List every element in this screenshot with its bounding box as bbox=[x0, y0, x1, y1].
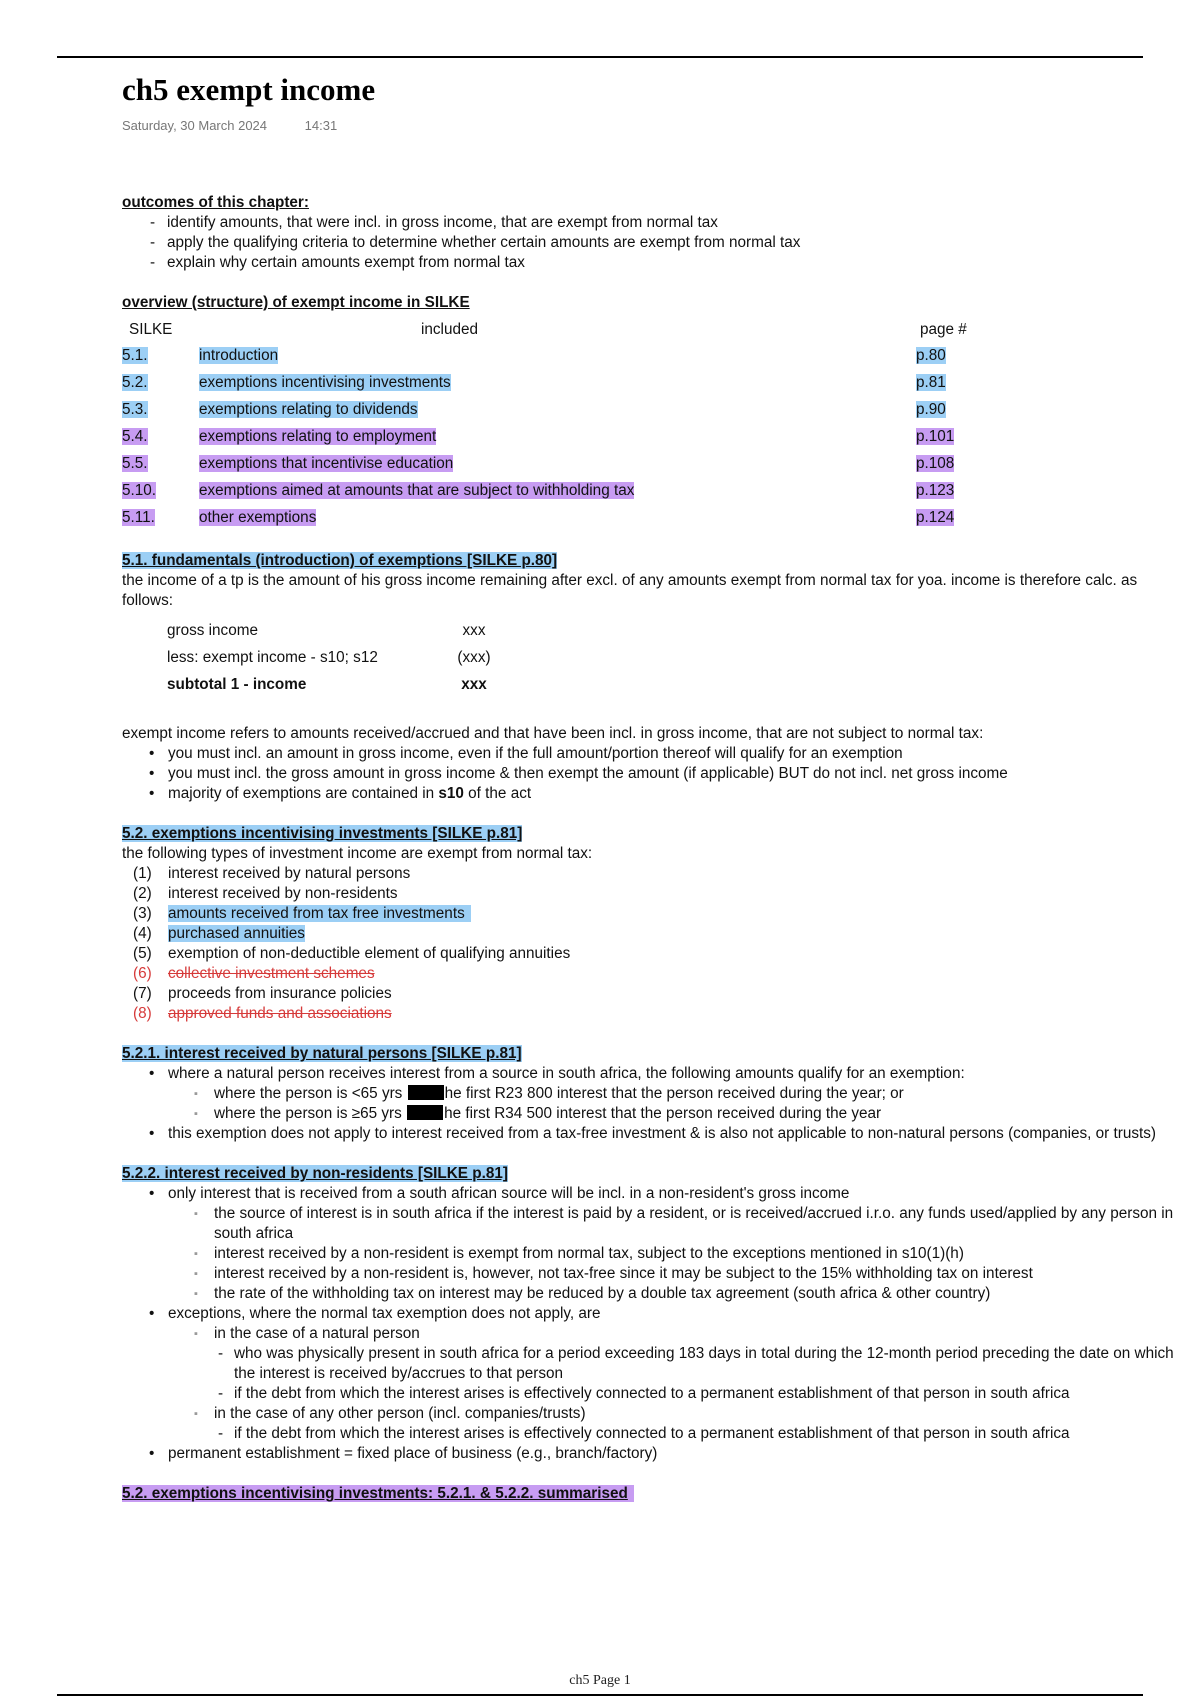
item-number: (3) bbox=[133, 905, 152, 922]
date-text: Saturday, 30 March 2024 bbox=[122, 118, 268, 133]
list-item bbox=[122, 984, 1192, 1004]
list-item bbox=[168, 1084, 1192, 1104]
overview-heading: overview (structure) of exempt income in SILKE bbox=[122, 294, 470, 311]
section-number: 5.2. bbox=[122, 373, 148, 391]
section-5-1-intro: the income of a tp is the amount of his gross income remaining after excl. of any amounts exempt from normal tax for yoa. income is therefore calc. as follows: bbox=[122, 572, 1138, 609]
nested-list bbox=[214, 1344, 1192, 1404]
sub-text: in the case of a natural person bbox=[214, 1325, 420, 1342]
bullet-text: exceptions, where the normal tax exemption does not apply, are bbox=[168, 1305, 601, 1322]
income-calculation bbox=[167, 617, 509, 698]
list-item: • this exemption does not apply to interest received from a tax-free investment & is also not applicable to non-natural persons (companies, or trusts) bbox=[122, 1124, 1192, 1144]
table-row bbox=[167, 671, 509, 698]
item-text: approved funds and associations bbox=[168, 1005, 392, 1022]
section-5-2-2-heading: 5.2.2. interest received by non-residents [SILKE p.81] bbox=[122, 1165, 508, 1182]
list-item: ▪ the rate of the withholding tax on interest may be reduced by a double tax agreement (south africa & other country) bbox=[168, 1284, 1192, 1304]
list-item: - identify amounts, that were incl. in gross income, that are exempt from normal tax bbox=[122, 213, 1192, 233]
list-item bbox=[168, 1324, 1192, 1404]
section-page: p.124 bbox=[916, 508, 955, 526]
bullet-text: only interest that is received from a south african source will be incl. in a non-resident's gross income bbox=[168, 1185, 850, 1202]
list-item: • you must incl. the gross amount in gross income & then exempt the amount (if applicable) BUT do not incl. net gross income bbox=[122, 764, 1192, 784]
table-row bbox=[122, 477, 967, 504]
section-page: p.123 bbox=[916, 481, 955, 499]
sub-text: where the person is <65 yrs bbox=[214, 1085, 403, 1102]
sub-text: he first R34 500 interest that the person received during the year bbox=[444, 1105, 882, 1122]
overview-table bbox=[122, 317, 967, 531]
list-item: - explain why certain amounts exempt from normal tax bbox=[122, 253, 1192, 273]
list-item: - if the debt from which the interest arises is effectively connected to a permanent establishment of that person in south africa bbox=[214, 1384, 1192, 1404]
column-header: SILKE bbox=[129, 320, 173, 338]
list-item bbox=[122, 944, 1192, 964]
calc-value: xxx bbox=[461, 675, 487, 693]
list-item bbox=[168, 1104, 1192, 1124]
table-header-row bbox=[122, 317, 967, 342]
table-row bbox=[122, 396, 967, 423]
sub-text: where the person is ≥65 yrs bbox=[214, 1105, 402, 1122]
section-5-2-intro: the following types of investment income are exempt from normal tax: bbox=[122, 845, 593, 862]
calc-label: subtotal 1 - income bbox=[167, 675, 307, 693]
list-item: - if the debt from which the interest arises is effectively connected to a permanent establishment of that person in south africa bbox=[214, 1424, 1192, 1444]
section-topic: other exemptions bbox=[199, 508, 317, 526]
sub-list bbox=[168, 1204, 1192, 1304]
time-text: 14:31 bbox=[304, 118, 338, 133]
outcomes-list bbox=[122, 213, 1192, 273]
table-row bbox=[122, 450, 967, 477]
section-page: p.108 bbox=[916, 454, 955, 472]
outcomes-heading: outcomes of this chapter: bbox=[122, 194, 309, 211]
list-item: • you must incl. an amount in gross income, even if the full amount/portion thereof will qualify for an exemption bbox=[122, 744, 1192, 764]
item-number: (4) bbox=[133, 925, 152, 942]
section-topic: exemptions that incentivise education bbox=[199, 454, 454, 472]
section-number: 5.4. bbox=[122, 427, 148, 445]
item-text: purchased annuities bbox=[168, 925, 305, 942]
item-number: (5) bbox=[133, 945, 152, 962]
bold-term: s10 bbox=[438, 785, 464, 802]
list-item bbox=[122, 964, 1192, 984]
table-row bbox=[122, 342, 967, 369]
section-topic: exemptions incentivising investments bbox=[199, 373, 451, 391]
table-row bbox=[122, 504, 967, 531]
list-item: - who was physically present in south africa for a period exceeding 183 days in total during the 12-month period preceding the date on which the interest is received by/accrues to that person bbox=[214, 1344, 1192, 1384]
section-number: 5.1. bbox=[122, 346, 148, 364]
item-number: (7) bbox=[133, 985, 152, 1002]
table-row bbox=[122, 369, 967, 396]
list-item bbox=[122, 1184, 1192, 1304]
item-text: exemption of non-deductible element of qualifying annuities bbox=[168, 945, 571, 962]
item-text: collective investment schemes bbox=[168, 965, 375, 982]
section-topic: exemptions relating to dividends bbox=[199, 400, 418, 418]
list-item bbox=[122, 864, 1192, 884]
section-5-2-2-bullets bbox=[122, 1184, 1192, 1464]
bullet-text: majority of exemptions are contained in bbox=[168, 785, 439, 802]
list-item: ▪ interest received by a non-resident is, however, not tax-free since it may be subject to the 15% withholding tax on interest bbox=[168, 1264, 1192, 1284]
list-item bbox=[168, 1404, 1192, 1444]
list-item bbox=[122, 1304, 1192, 1444]
section-number: 5.3. bbox=[122, 400, 148, 418]
item-text: interest received by non-residents bbox=[168, 885, 398, 902]
section-5-1-heading: 5.1. fundamentals (introduction) of exemptions [SILKE p.80] bbox=[122, 552, 558, 569]
list-item: ▪ interest received by a non-resident is exempt from normal tax, subject to the exceptions mentioned in s10(1)(h) bbox=[168, 1244, 1192, 1264]
top-rule bbox=[57, 56, 1143, 58]
section-5-2-1-heading: 5.2.1. interest received by natural persons [SILKE p.81] bbox=[122, 1045, 522, 1062]
column-header: included bbox=[421, 320, 478, 338]
section-page: p.80 bbox=[916, 346, 946, 364]
section-page: p.81 bbox=[916, 373, 946, 391]
page-footer: ch5 Page 1 bbox=[569, 1673, 631, 1688]
section-topic: exemptions aimed at amounts that are subject to withholding tax bbox=[199, 481, 635, 499]
item-number: (2) bbox=[133, 885, 152, 902]
column-header: page # bbox=[920, 320, 967, 338]
section-topic: exemptions relating to employment bbox=[199, 427, 437, 445]
list-item: - apply the qualifying criteria to determine whether certain amounts are exempt from normal tax bbox=[122, 233, 1192, 253]
section-number: 5.11. bbox=[122, 508, 155, 526]
item-text: proceeds from insurance policies bbox=[168, 985, 392, 1002]
calc-label: gross income bbox=[167, 621, 258, 639]
item-number: (6) bbox=[133, 965, 152, 982]
section-page: p.90 bbox=[916, 400, 946, 418]
item-number: (8) bbox=[133, 1005, 152, 1022]
note-body bbox=[122, 193, 1192, 1504]
sub-text: he first R23 800 interest that the person received during the year; or bbox=[444, 1085, 904, 1102]
sub-list bbox=[168, 1084, 1192, 1124]
exempt-income-bullets bbox=[122, 744, 1192, 804]
calc-value: (xxx) bbox=[457, 648, 491, 666]
section-topic: introduction bbox=[199, 346, 279, 364]
investment-income-list bbox=[122, 864, 1192, 1024]
table-row bbox=[122, 423, 967, 450]
item-text: amounts received from tax free investments bbox=[168, 905, 471, 922]
list-item: ▪ the source of interest is in south africa if the interest is paid by a resident, or is received/accrued i.r.o. any funds used/applied by any person in south africa bbox=[168, 1204, 1192, 1244]
list-item bbox=[122, 1064, 1192, 1124]
date-time-stamp bbox=[122, 118, 337, 133]
bullet-text: where a natural person receives interest from a source in south africa, the following amounts qualify for an exemption: bbox=[168, 1065, 965, 1082]
page-title: ch5 exempt income bbox=[122, 72, 376, 107]
exempt-income-intro: exempt income refers to amounts received/accrued and that have been incl. in gross income, that are not subject to normal tax: bbox=[122, 725, 984, 742]
summary-heading: 5.2. exemptions incentivising investments: 5.2.1. & 5.2.2. summarised bbox=[122, 1485, 634, 1502]
section-number: 5.5. bbox=[122, 454, 148, 472]
nested-list bbox=[214, 1424, 1192, 1444]
sub-list bbox=[168, 1324, 1192, 1444]
list-item bbox=[122, 884, 1192, 904]
section-5-2-heading: 5.2. exemptions incentivising investments [SILKE p.81] bbox=[122, 825, 523, 842]
list-item bbox=[122, 924, 1192, 944]
list-item: • permanent establishment = fixed place of business (e.g., branch/factory) bbox=[122, 1444, 1192, 1464]
section-number: 5.10. bbox=[122, 481, 157, 499]
table-row bbox=[167, 617, 509, 644]
bullet-text: of the act bbox=[463, 785, 532, 802]
list-item bbox=[122, 1004, 1192, 1024]
redaction-bar bbox=[408, 1085, 444, 1100]
list-item bbox=[122, 784, 1192, 804]
calc-value: xxx bbox=[462, 621, 486, 639]
calc-label: less: exempt income - s10; s12 bbox=[167, 648, 378, 666]
list-item bbox=[122, 904, 1192, 924]
table-row bbox=[167, 644, 509, 671]
sub-text: in the case of any other person (incl. companies/trusts) bbox=[214, 1405, 586, 1422]
item-number: (1) bbox=[133, 865, 152, 882]
section-5-2-1-bullets bbox=[122, 1064, 1192, 1144]
section-page: p.101 bbox=[916, 427, 955, 445]
redaction-bar bbox=[407, 1105, 443, 1120]
bottom-rule bbox=[57, 1694, 1143, 1696]
item-text: interest received by natural persons bbox=[168, 865, 411, 882]
